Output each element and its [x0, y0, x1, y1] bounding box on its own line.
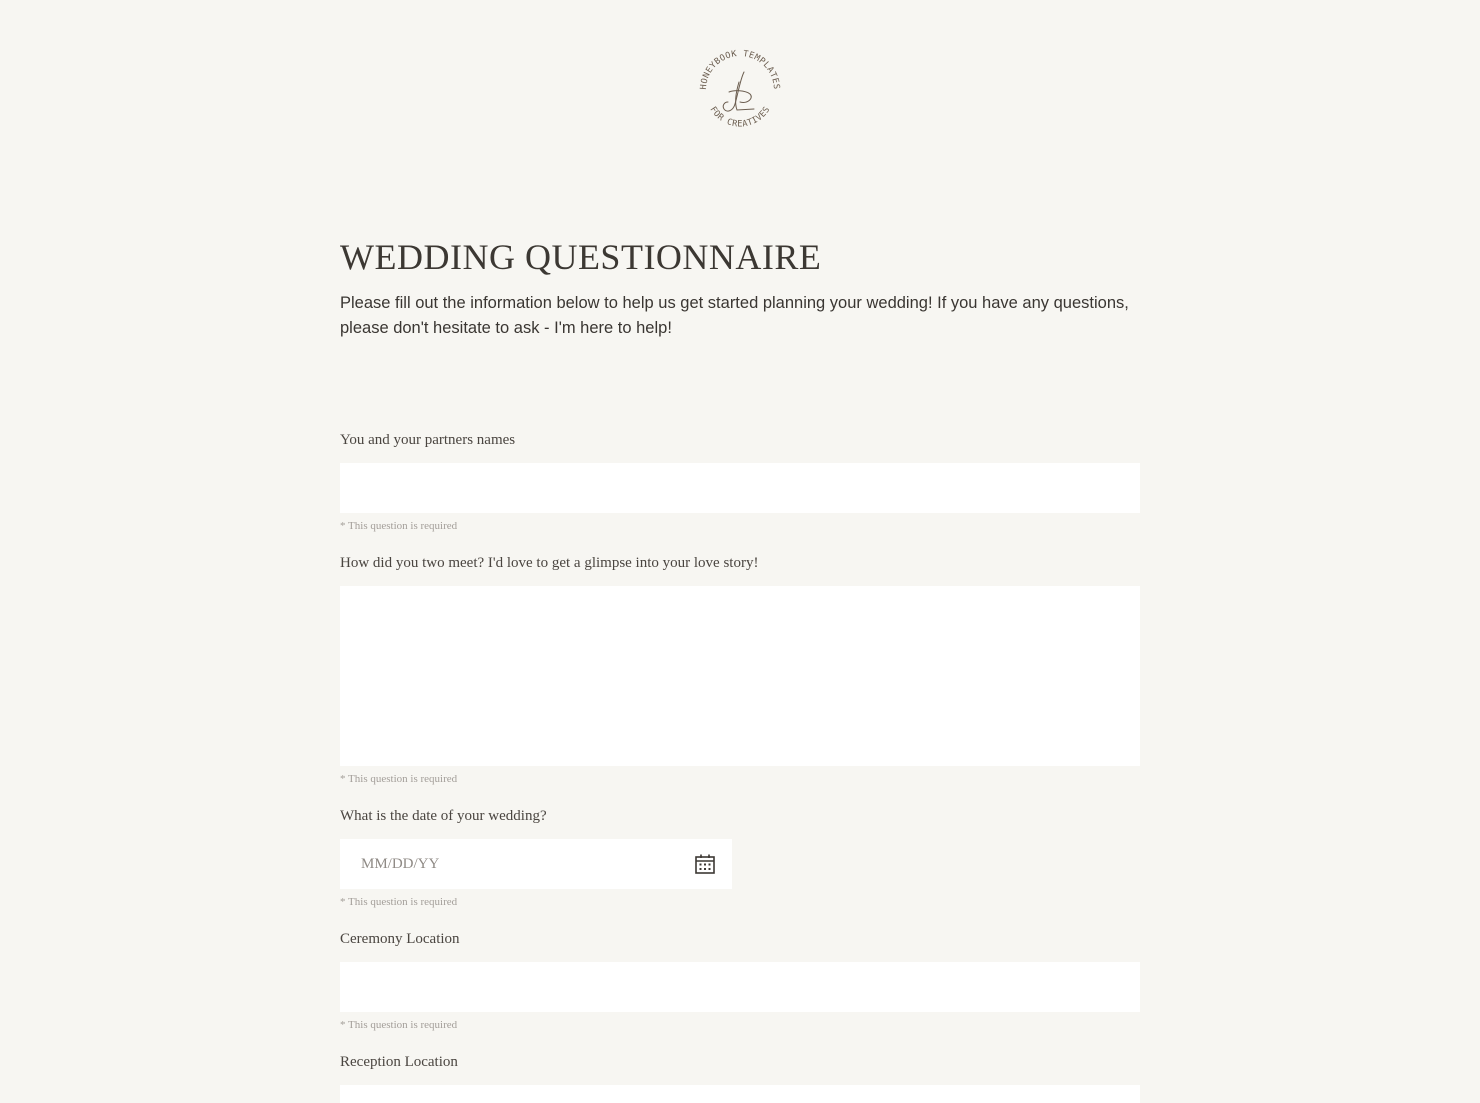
partners-names-label: You and your partners names — [340, 432, 516, 448]
partners-names-input[interactable] — [340, 463, 1140, 513]
wedding-date-label: What is the date of your wedding? — [340, 808, 547, 824]
love-story-textarea[interactable] — [340, 586, 1140, 766]
intro-text: Please fill out the information below to help us get started planning your wedding! If you have any questions, please don't hesitate to ask - I'm here to help! — [340, 294, 1129, 337]
required-note: * This question is required — [340, 773, 458, 785]
page-title: WEDDING QUESTIONNAIRE — [340, 237, 822, 277]
reception-location-input[interactable] — [340, 1085, 1140, 1103]
ceremony-location-label: Ceremony Location — [340, 931, 460, 947]
wedding-date-input[interactable] — [340, 839, 680, 889]
ceremony-location-input[interactable] — [340, 962, 1140, 1012]
honeybook-templates-logo — [690, 40, 790, 140]
reception-location-label: Reception Location — [340, 1054, 458, 1070]
required-note: * This question is required — [340, 1019, 458, 1031]
love-story-label: How did you two meet? I'd love to get a glimpse into your love story! — [340, 555, 759, 571]
required-note: * This question is required — [340, 896, 458, 908]
wedding-date-field — [340, 839, 732, 889]
logo-bottom-text: FOR CREATIVES — [707, 104, 773, 130]
required-note: * This question is required — [340, 520, 458, 532]
logo-top-text: HONEYBOOK TEMPLATES — [698, 49, 782, 90]
svg-text:FOR CREATIVES — [708, 105, 773, 130]
monogram-icon — [723, 72, 754, 111]
calendar-icon[interactable] — [694, 853, 716, 875]
